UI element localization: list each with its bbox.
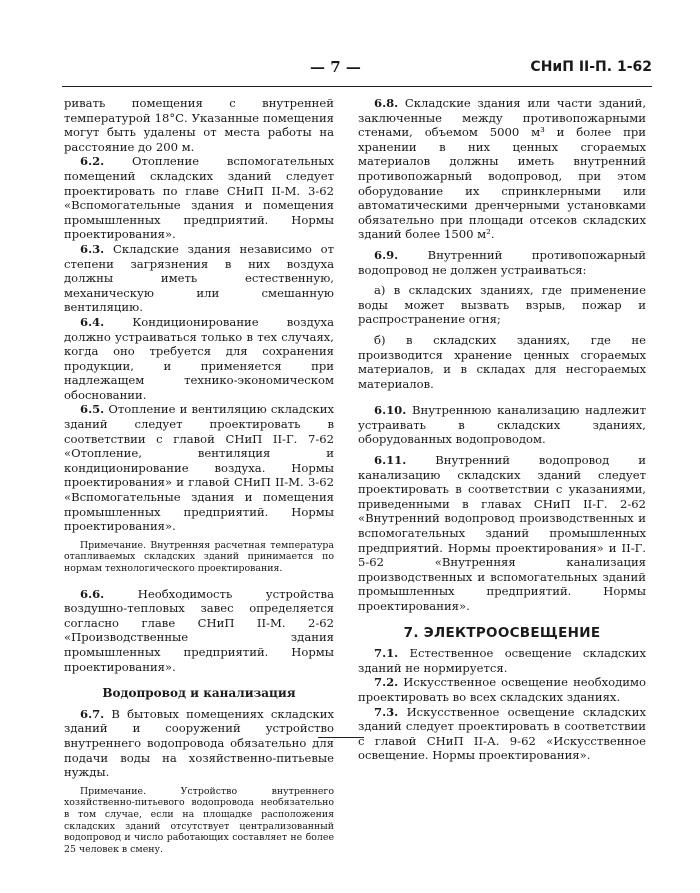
clause-number: 6.7.	[80, 706, 105, 721]
clause-text: Кондиционирование воздуха должно устраиваться только в тех случаях, когда оно требуется для сохранения продукции, и применяется при надлежащем технико-экономическом обосновании.	[64, 314, 334, 402]
clause-number: 6.9.	[374, 247, 399, 262]
note-text: Внутренняя расчетная температура отапливаемых складских зданий принимается по нормам технологического проектирования.	[64, 539, 334, 574]
right-column	[358, 96, 646, 763]
end-divider	[318, 737, 364, 738]
clause-number: 6.4.	[80, 314, 105, 329]
paragraph-6-4	[64, 315, 334, 403]
paragraph-6-6	[64, 587, 334, 675]
clause-text: Естественное освещение складских зданий не нормируется.	[358, 646, 646, 675]
clause-text: Искусственное освещение складских зданий следует проектировать в соответствии с главой СНиП II-А. 9-62 «Искусственное освещение. Нормы проектирования».	[358, 704, 646, 763]
document-code: СНиП II-П. 1-62	[530, 59, 652, 75]
note-label: Примечание.	[80, 785, 147, 797]
header-divider	[62, 86, 652, 87]
left-column	[64, 96, 334, 855]
page-number: — 7 —	[310, 58, 361, 76]
clause-number: 7.3.	[374, 704, 399, 719]
clause-number: 7.1.	[374, 646, 399, 661]
clause-text: Внутренний водопровод и канализацию складских зданий следует проектировать в соответствии с указаниями, приведенными в главах СНиП II-Г. 2-62 «Внутренний водопровод производственных и вспомогательных зданий промышленных предприятий. Нормы проектирования» и II-Г. 5-62 «Внутренняя канализация производственных и вспомогательных зданий промышленных предприятий. Нормы проектирования».	[358, 453, 646, 613]
paragraph-6-10	[358, 403, 646, 447]
paragraph-6-2	[64, 154, 334, 242]
note-label: Примечание.	[80, 539, 147, 551]
paragraph-6-8	[358, 96, 646, 242]
clause-number: 6.3.	[80, 241, 105, 256]
paragraph-6-7	[64, 707, 334, 780]
clause-number: 6.11.	[374, 453, 407, 468]
section-heading: 7. ЭЛЕКТРООСВЕЩЕНИЕ	[403, 624, 601, 641]
clause-number: 6.10.	[374, 403, 407, 418]
paragraph-7-1	[358, 646, 646, 675]
clause-text: Искусственное освещение необходимо проектировать во всех складских зданиях.	[358, 675, 646, 704]
spacer	[358, 391, 646, 403]
paragraph-7-2	[358, 675, 646, 704]
clause-number: 6.8.	[374, 96, 399, 110]
paragraph-6-5	[64, 402, 334, 533]
clause-text: Складские здания или части зданий, заключенные между противопожарными стенами, объемом 5000 м³ и более при хранении в них ценных сгораемых материалов должны иметь внутренний противопожарный водопровод, при этом оборудование их спринклерными или автоматическими дренчерными установками обязательно при площади отсеков складских зданий более 1500 м².	[358, 96, 646, 242]
note-text: Устройство внутреннего хозяйственно-питьевого водопровода необязательно в том случае, если на площадке расположения складских зданий отсутствует централизованный водопровод и число работающих составляет не более 25 человек в смену.	[64, 785, 334, 855]
paragraph-6-3	[64, 242, 334, 315]
note-temperature	[64, 540, 334, 575]
clause-number: 6.5.	[80, 402, 105, 417]
paragraph-6-9	[358, 248, 646, 277]
note-water-supply	[64, 786, 334, 856]
paragraph-6-11	[358, 453, 646, 614]
clause-number: 6.2.	[80, 154, 105, 169]
clause-text: Складские здания независимо от степени загрязнения в них воздуха должны иметь естественную, механическую или смешанную вентиляцию.	[64, 241, 334, 315]
list-item-b: б) в складских зданиях, где не производится хранение ценных сгораемых материалов, и в складах для несгораемых материалов.	[358, 332, 646, 391]
paragraph-continued: ривать помещения с внутренней температурой 18°С. Указанные помещения могут быть удалены от места работы на расстояние до 200 м.	[64, 96, 334, 154]
spacer	[358, 614, 646, 626]
clause-text: Необходимость устройства воздушно-тепловых завес определяется согласно главе СНиП II-М. 2-62 «Производственные здания промышленных предприятий. Нормы проектирования».	[64, 586, 334, 674]
page-header	[0, 58, 700, 82]
clause-text: Отопление вспомогательных помещений складских зданий следует проектировать по главе СНиП II-М. 3-62 «Вспомогательные здания и помещения промышленных предприятий. Нормы проектирования».	[64, 154, 334, 242]
spacer	[64, 575, 334, 587]
clause-text: В бытовых помещениях складских зданий и сооружений устройство внутреннего водопровода обязательно для подачи воды на хозяйственно-питьевые нужды.	[64, 706, 334, 780]
subsection-heading: Водопровод и канализация	[102, 686, 296, 701]
list-item-a: а) в складских зданиях, где применение воды может вызвать взрыв, пожар и распространение огня;	[358, 283, 646, 327]
clause-number: 7.2.	[374, 675, 399, 690]
clause-text: Внутреннюю канализацию надлежит устраивать в складских зданиях, оборудованных водопроводом.	[358, 403, 646, 447]
paragraph-7-3	[358, 705, 646, 763]
clause-number: 6.6.	[80, 586, 105, 601]
clause-text: Отопление и вентиляцию складских зданий следует проектировать в соответствии с главой СНиП II-Г. 7-62 «Отопление, вентиляция и кондиционирование воздуха. Нормы проектирования» и главой СНиП II-М. 3-62 «Вспомогательные здания и помещения промышленных предприятий. Нормы проектирования».	[64, 402, 334, 534]
clause-text: Внутренний противопожарный водопровод не должен устраиваться:	[358, 247, 646, 277]
spacer	[64, 674, 334, 686]
